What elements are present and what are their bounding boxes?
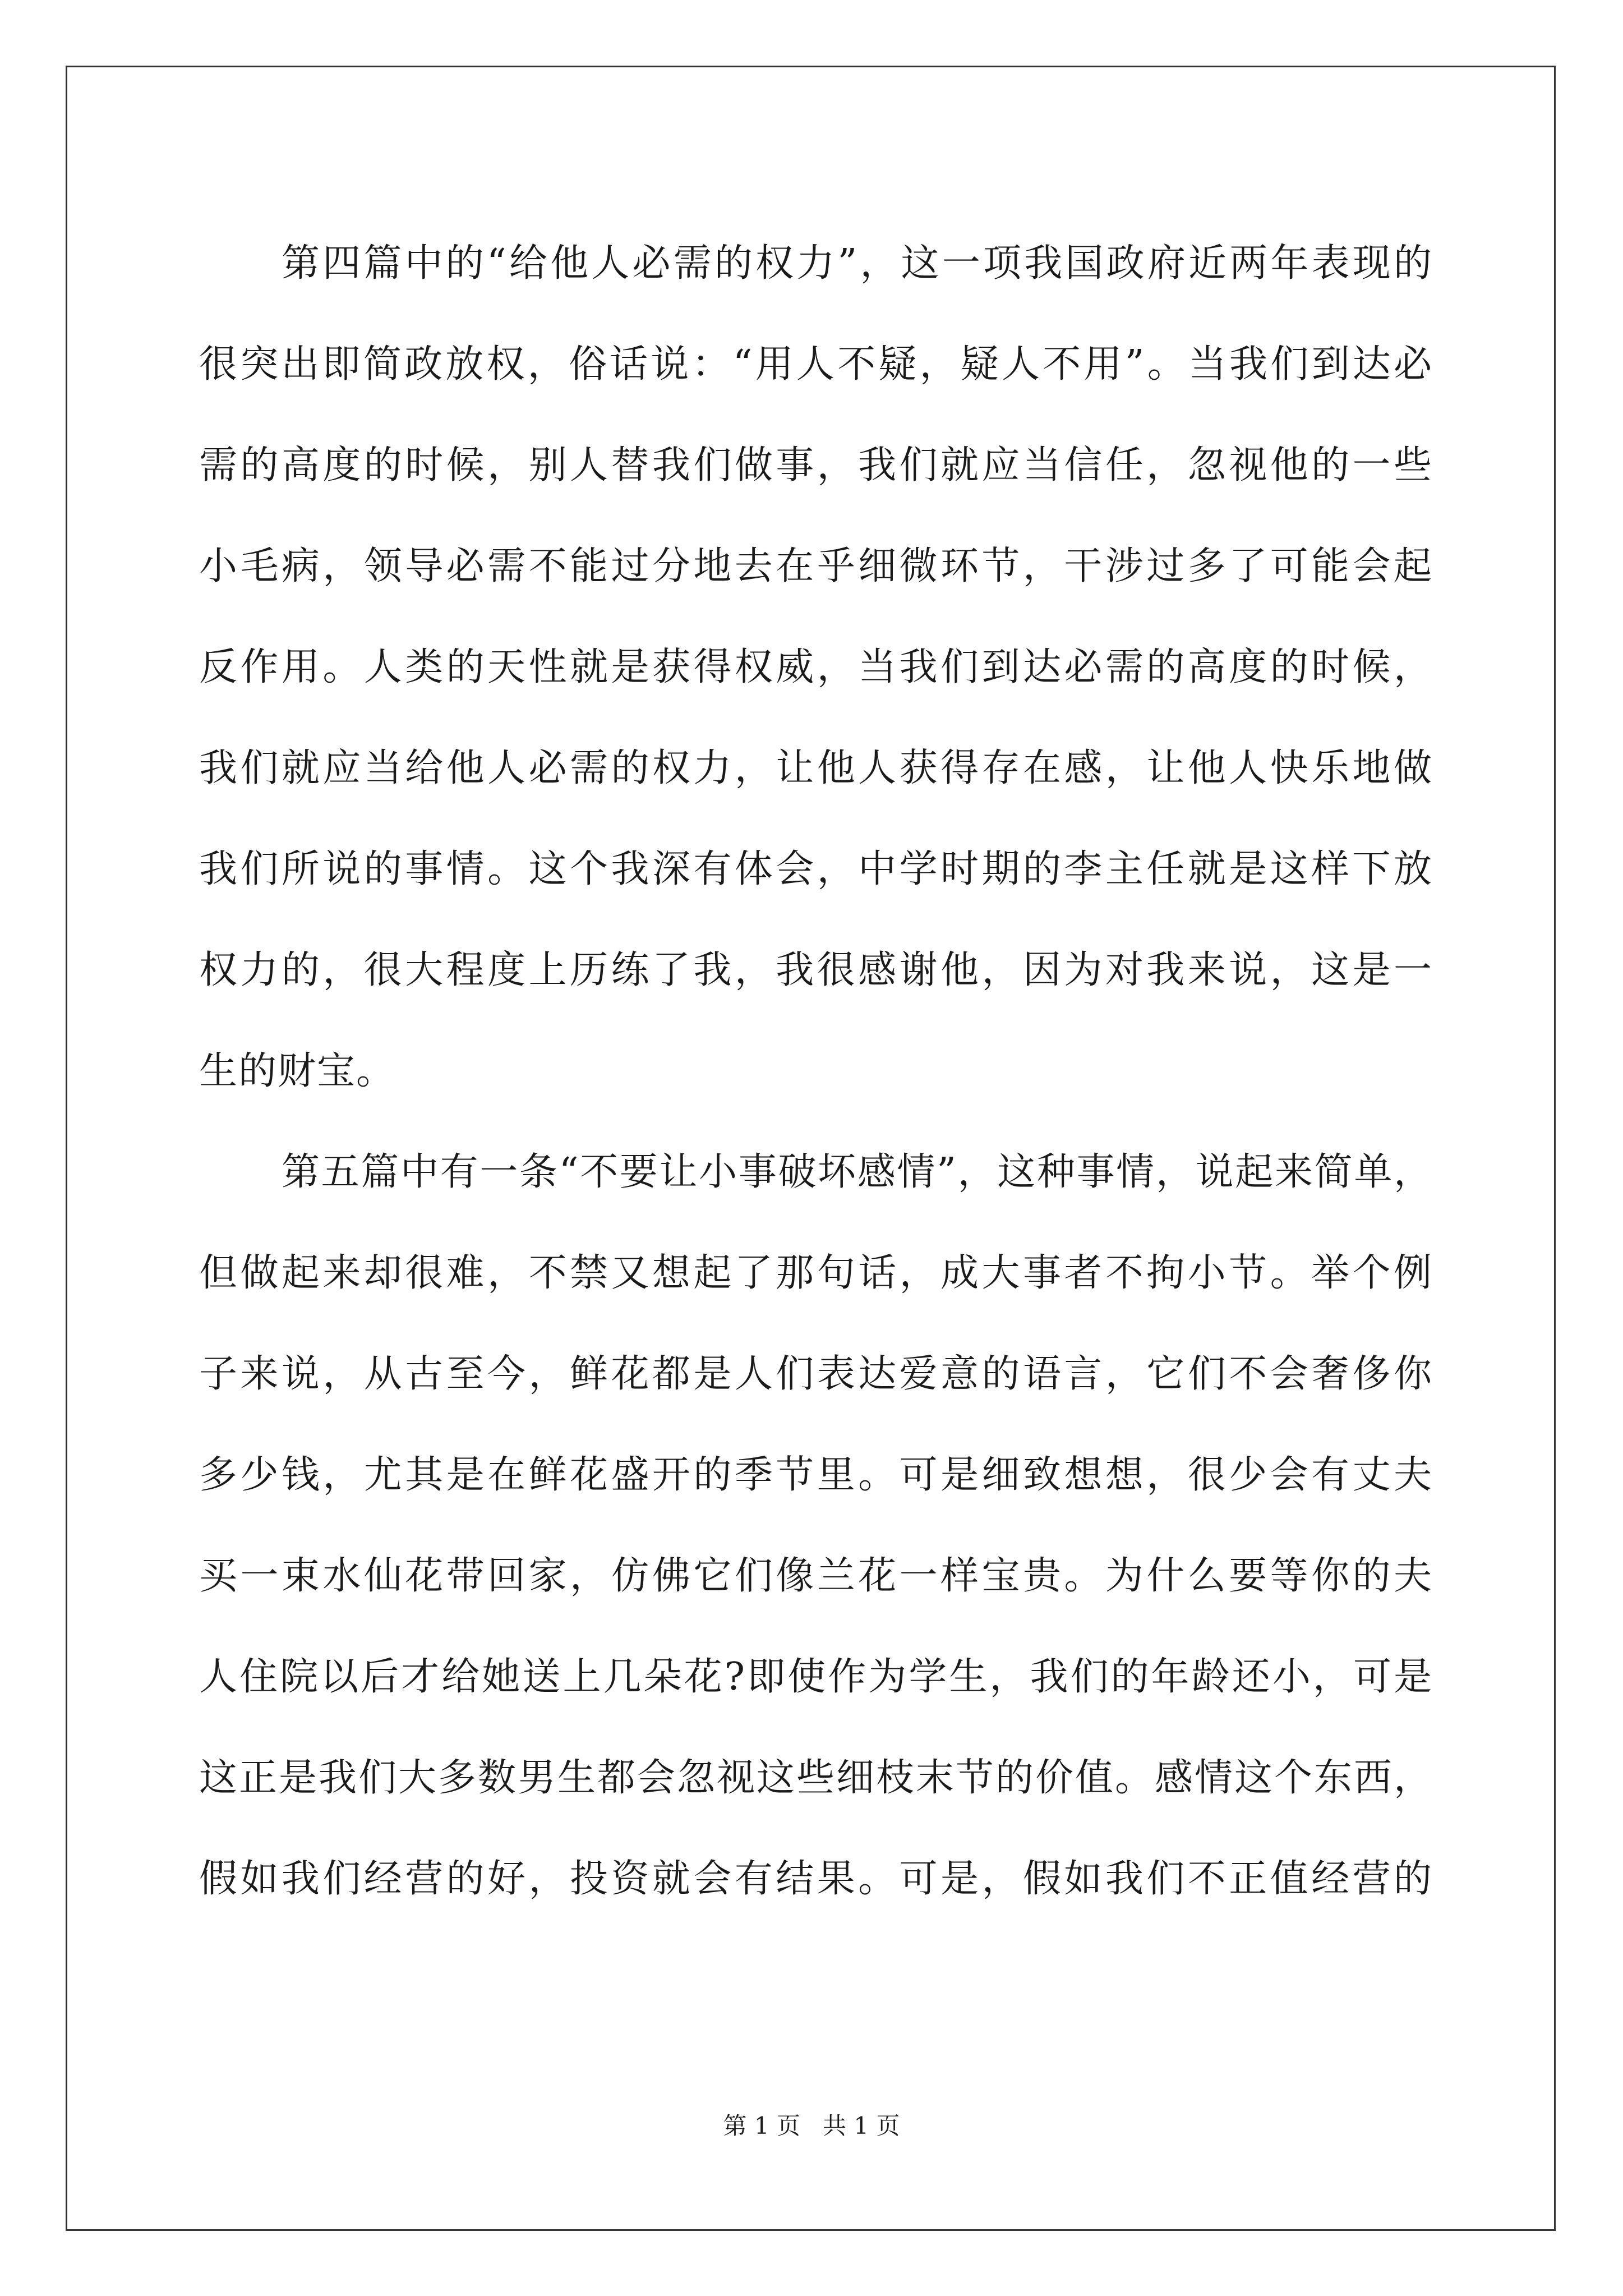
paragraph-line: 需的高度的时候，别人替我们做事，我们就应当信任，忽视他的一些 [199, 443, 1433, 487]
paragraph-line: 反作用。人类的天性就是获得权威，当我们到达必需的高度的时候， [199, 645, 1433, 689]
paragraph-line: 很突出即简政放权，俗话说：“用人不疑，疑人不用”。当我们到达必 [199, 342, 1433, 386]
paragraph-line: 但做起来却很难，不禁又想起了那句话，成大事者不拘小节。举个例 [199, 1251, 1433, 1295]
paragraph-line: 买一束水仙花带回家，仿佛它们像兰花一样宝贵。为什么要等你的夫 [199, 1554, 1433, 1598]
paragraph-line: 生的财宝。 [199, 1049, 396, 1093]
page-number-footer: 第 1 页 共 1 页 [723, 2112, 900, 2139]
paragraph-line: 第五篇中有一条“不要让小事破坏感情”，这种事情，说起来简单， [282, 1150, 1433, 1194]
paragraph-line: 子来说，从古至今，鲜花都是人们表达爱意的语言，它们不会奢侈你 [199, 1352, 1433, 1396]
paragraph-line: 这正是我们大多数男生都会忽视这些细枝末节的价值。感情这个东西， [199, 1756, 1433, 1800]
paragraph-line: 假如我们经营的好，投资就会有结果。可是，假如我们不正值经营的 [199, 1857, 1433, 1901]
paragraph-line: 人住院以后才给她送上几朵花?即使作为学生，我们的年龄还小，可是 [199, 1655, 1433, 1699]
paragraph-line: 权力的，很大程度上历练了我，我很感谢他，因为对我来说，这是一 [199, 948, 1433, 992]
paragraph-line: 第四篇中的“给他人必需的权力”，这一项我国政府近两年表现的 [282, 241, 1433, 286]
document-body [199, 213, 1433, 1930]
paragraph-line: 小毛病，领导必需不能过分地去在乎细微环节，干涉过多了可能会起 [199, 544, 1433, 588]
paragraph-line: 我们就应当给他人必需的权力，让他人获得存在感，让他人快乐地做 [199, 746, 1433, 790]
paragraph-line: 多少钱，尤其是在鲜花盛开的季节里。可是细致想想，很少会有丈夫 [199, 1453, 1433, 1497]
paragraph-line: 我们所说的事情。这个我深有体会，中学时期的李主任就是这样下放 [199, 847, 1433, 891]
